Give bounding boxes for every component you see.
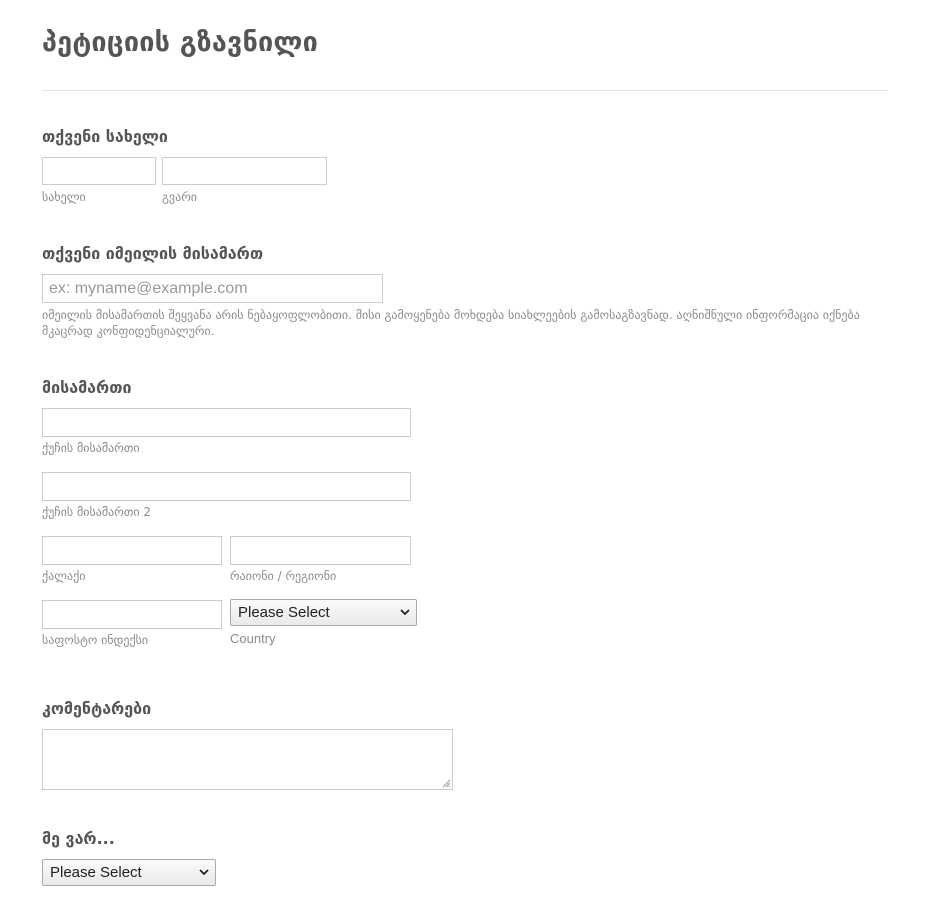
street-address-2-input[interactable] <box>42 472 411 501</box>
region-sublabel: რაიონი / რეგიონი <box>230 569 337 583</box>
chevron-down-icon <box>399 606 411 618</box>
postal-code-sublabel: საფოსტო ინდექსი <box>42 633 149 647</box>
i-am-label: მე ვარ... <box>42 829 115 848</box>
last-name-sublabel: გვარი <box>162 190 197 204</box>
title-divider <box>42 90 888 91</box>
street-address-2-sublabel: ქუჩის მისამართი 2 <box>42 505 152 519</box>
first-name-sublabel: სახელი <box>42 190 86 204</box>
city-sublabel: ქალაქი <box>42 569 86 583</box>
first-name-input[interactable] <box>42 157 156 185</box>
email-input[interactable] <box>42 274 383 303</box>
i-am-select-value: Please Select <box>50 864 142 881</box>
resize-grip-icon[interactable] <box>442 779 451 788</box>
postal-code-input[interactable] <box>42 600 222 629</box>
street-address-sublabel: ქუჩის მისამართი <box>42 441 140 455</box>
city-input[interactable] <box>42 536 222 565</box>
country-select[interactable] <box>230 599 417 626</box>
page-title: პეტიციის გზავნილი <box>42 27 319 58</box>
name-label: თქვენი სახელი <box>42 127 168 146</box>
region-input[interactable] <box>230 536 411 565</box>
last-name-input[interactable] <box>162 157 327 185</box>
i-am-select[interactable] <box>42 859 216 886</box>
email-help-text: იმეილის მისამართის შეყვანა არის ნებაყოფლობითი. მისი გამოყენება მოხდება სიახლეების გამოსაგზავნად. აღნიშნული ინფორმაცია იქნება მკაცრად კონფიდენციალური. <box>42 308 860 338</box>
comments-textarea[interactable] <box>42 729 453 790</box>
country-select-value: Please Select <box>238 604 330 621</box>
address-label: მისამართი <box>42 378 132 397</box>
email-label: თქვენი იმეილის მისამართ <box>42 244 264 263</box>
street-address-input[interactable] <box>42 408 411 437</box>
comments-label: კომენტარები <box>42 699 152 718</box>
chevron-down-icon <box>198 866 210 878</box>
country-sublabel: Country <box>230 631 276 646</box>
